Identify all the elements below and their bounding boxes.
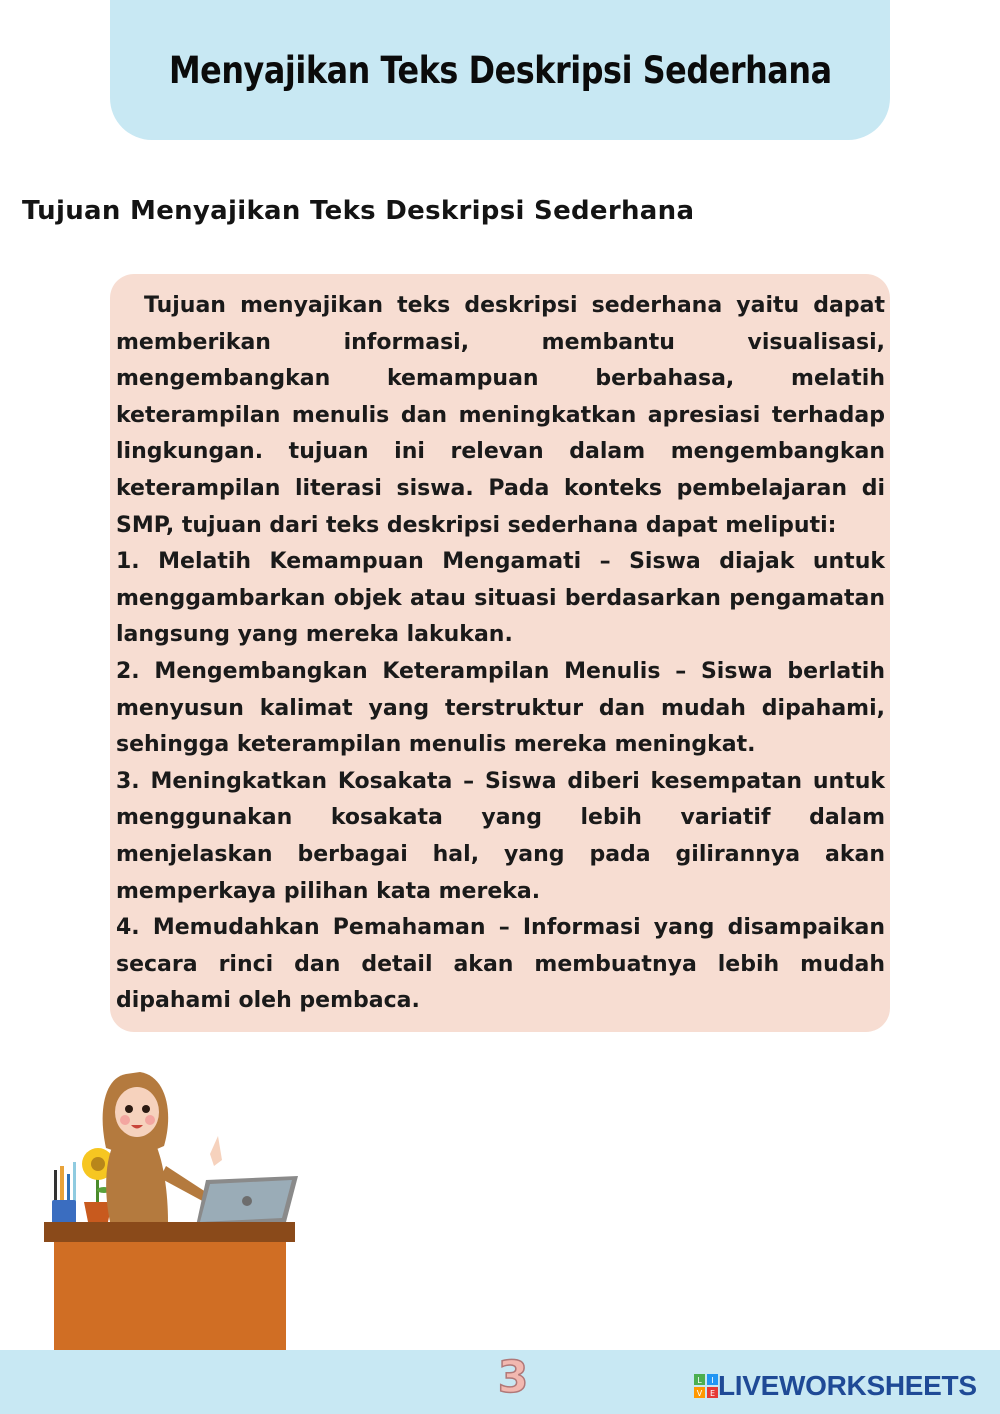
desk-body — [54, 1232, 286, 1354]
svg-text:I: I — [711, 1376, 714, 1385]
intro-paragraph: Tujuan menyajikan teks deskripsi sederhana yaitu dapat memberikan informasi, membantu visualisasi, mengembangkan kemampuan berbahasa, melatih keterampilan menulis dan meningkatkan apresiasi terhadap lingkungan. tujuan ini relevan dalam mengembangkan keterampilan literasi siswa. Pada konteks pembelajaran di SMP, tujuan dari teks deskripsi sederhana dapat meliputi: — [116, 293, 885, 538]
laptop-icon — [196, 1176, 298, 1226]
title-banner — [110, 0, 890, 140]
liveworksheets-logo-icon — [694, 1374, 718, 1398]
brand-logo — [694, 1370, 977, 1402]
list-item: 2. Mengembangkan Keterampilan Menulis – Siswa berlatih menyusun kalimat yang terstruktur dan mudah dipahami, sehingga keterampilan menulis mereka meningkat. — [116, 658, 885, 758]
section-heading: Tujuan Menyajikan Teks Deskripsi Sederhana — [22, 196, 695, 226]
svg-text:V: V — [696, 1389, 703, 1398]
svg-text:L: L — [697, 1376, 702, 1385]
brand-name: LIVEWORKSHEETS — [718, 1370, 977, 1401]
page-title: Menyajikan Teks Deskripsi Sederhana — [168, 48, 832, 92]
pencil-cup-icon — [52, 1162, 76, 1224]
list-item: 4. Memudahkan Pemahaman – Informasi yang disampaikan secara rinci dan detail akan membuatnya lebih mudah dipahami oleh pembaca. — [116, 915, 885, 1014]
svg-text:E: E — [709, 1389, 716, 1398]
content-box — [110, 274, 890, 1032]
desk-top — [44, 1222, 295, 1242]
page-number: 3 — [497, 1352, 529, 1403]
teacher-at-desk-illustration — [40, 1062, 310, 1354]
list-item: 3. Meningkatkan Kosakata – Siswa diberi kesempatan untuk menggunakan kosakata yang lebih variatif dalam menjelaskan berbagai hal, yang pada gilirannya akan memperkaya pilihan kata mereka. — [116, 768, 885, 904]
list-item: 1. Melatih Kemampuan Mengamati – Siswa diajak untuk menggambarkan objek atau situasi berdasarkan pengamatan langsung yang mereka lakukan. — [116, 549, 885, 648]
